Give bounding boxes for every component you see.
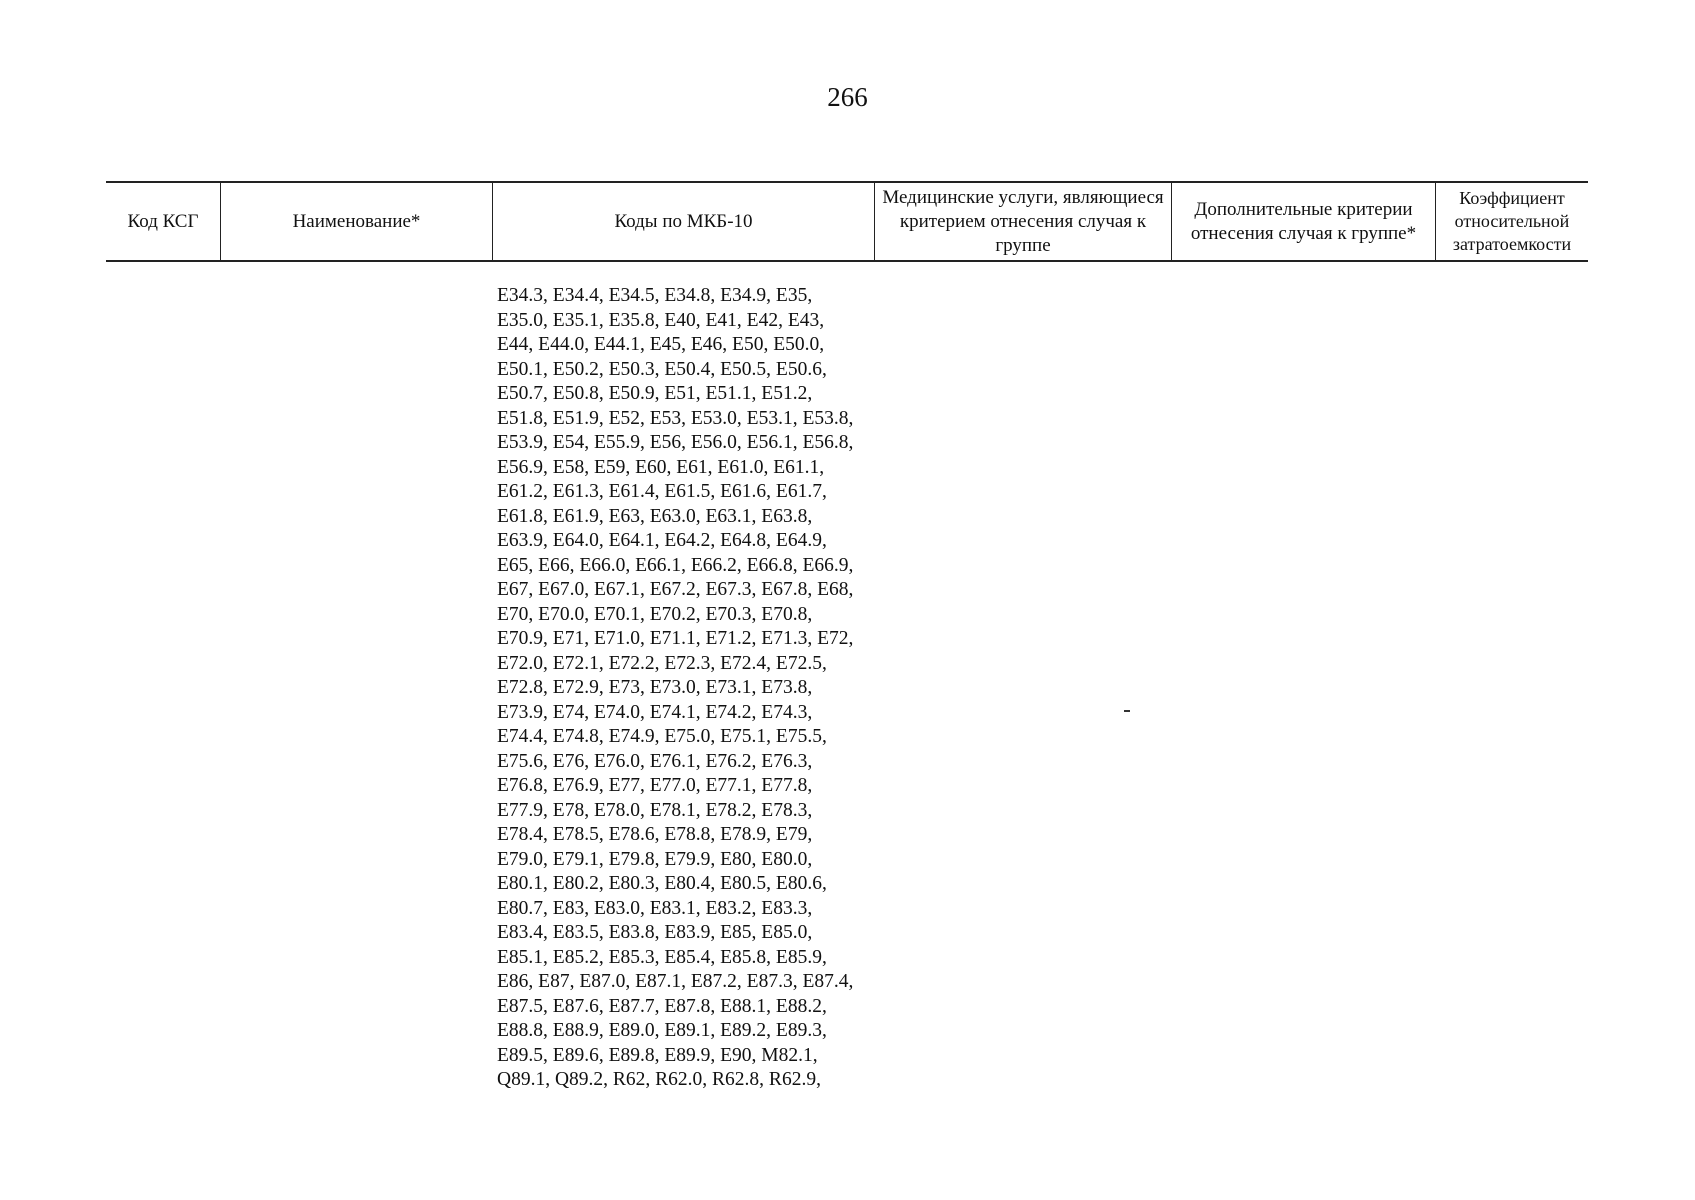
- header-additional-criteria: Дополнительные критерии отнесения случая к группе*: [1172, 183, 1436, 260]
- header-icd10-codes: Коды по МКБ-10: [493, 183, 875, 260]
- page-number: 266: [827, 82, 868, 112]
- codes-line: E65, E66, E66.0, E66.1, E66.2, E66.8, E66.9,: [497, 554, 854, 576]
- dash-mark: [1124, 710, 1130, 712]
- codes-line: E35.0, E35.1, E35.8, E40, E41, E42, E43,: [497, 309, 825, 331]
- codes-line: E89.5, E89.6, E89.8, E89.9, E90, M82.1,: [497, 1044, 818, 1066]
- codes-line: E87.5, E87.6, E87.7, E87.8, E88.1, E88.2,: [497, 995, 827, 1017]
- codes-line: E72.0, E72.1, E72.2, E72.3, E72.4, E72.5,: [497, 652, 827, 674]
- codes-line: E70, E70.0, E70.1, E70.2, E70.3, E70.8,: [497, 603, 813, 625]
- codes-line: E86, E87, E87.0, E87.1, E87.2, E87.3, E87.4,: [497, 971, 854, 992]
- codes-line: E79.0, E79.1, E79.8, E79.9, E80, E80.0,: [497, 848, 813, 870]
- table-header: [106, 181, 1588, 262]
- header-name: Наименование*: [221, 183, 493, 260]
- codes-line: E51.8, E51.9, E52, E53, E53.0, E53.1, E53.8,: [497, 407, 854, 429]
- codes-line: E73.9, E74, E74.0, E74.1, E74.2, E74.3,: [497, 701, 813, 723]
- codes-line: E67, E67.0, E67.1, E67.2, E67.3, E67.8, E68,: [497, 579, 854, 600]
- header-medical-services: Медицинские услуги, являющиеся критерием отнесения случая к группе: [875, 183, 1172, 260]
- codes-line: E88.8, E88.9, E89.0, E89.1, E89.2, E89.3,: [497, 1020, 827, 1041]
- icd10-codes-cell: [497, 284, 907, 1093]
- codes-line: Q89.1, Q89.2, R62, R62.0, R62.8, R62.9,: [497, 1069, 821, 1090]
- codes-line: E77.9, E78, E78.0, E78.1, E78.2, E78.3,: [497, 799, 813, 821]
- codes-line: E50.1, E50.2, E50.3, E50.4, E50.5, E50.6,: [497, 358, 827, 380]
- header-cost-coefficient: Коэффициент относительной затратоемкости: [1452, 188, 1572, 254]
- codes-line: E34.3, E34.4, E34.5, E34.8, E34.9, E35,: [497, 285, 813, 306]
- codes-line: E75.6, E76, E76.0, E76.1, E76.2, E76.3,: [497, 750, 813, 772]
- codes-line: E72.8, E72.9, E73, E73.0, E73.1, E73.8,: [497, 677, 813, 698]
- codes-line: E61.8, E61.9, E63, E63.0, E63.1, E63.8,: [497, 505, 813, 527]
- codes-line: E70.9, E71, E71.0, E71.1, E71.2, E71.3, E72,: [497, 628, 854, 649]
- codes-line: E74.4, E74.8, E74.9, E75.0, E75.1, E75.5,: [497, 726, 827, 747]
- codes-line: E76.8, E76.9, E77, E77.0, E77.1, E77.8,: [497, 775, 813, 796]
- codes-line: E56.9, E58, E59, E60, E61, E61.0, E61.1,: [497, 456, 825, 478]
- codes-line: E53.9, E54, E55.9, E56, E56.0, E56.1, E56.8,: [497, 432, 854, 453]
- codes-line: E80.1, E80.2, E80.3, E80.4, E80.5, E80.6,: [497, 873, 827, 894]
- codes-line: E80.7, E83, E83.0, E83.1, E83.2, E83.3,: [497, 897, 813, 919]
- codes-line: E61.2, E61.3, E61.4, E61.5, E61.6, E61.7,: [497, 481, 827, 502]
- header-ksg-code: Код КСГ: [106, 183, 221, 260]
- codes-line: E85.1, E85.2, E85.3, E85.4, E85.8, E85.9,: [497, 946, 827, 968]
- codes-line: E63.9, E64.0, E64.1, E64.2, E64.8, E64.9,: [497, 530, 827, 551]
- codes-line: E83.4, E83.5, E83.8, E83.9, E85, E85.0,: [497, 922, 813, 943]
- codes-line: E50.7, E50.8, E50.9, E51, E51.1, E51.2,: [497, 383, 813, 404]
- codes-line: E78.4, E78.5, E78.6, E78.8, E78.9, E79,: [497, 824, 813, 845]
- codes-line: E44, E44.0, E44.1, E45, E46, E50, E50.0,: [497, 334, 825, 355]
